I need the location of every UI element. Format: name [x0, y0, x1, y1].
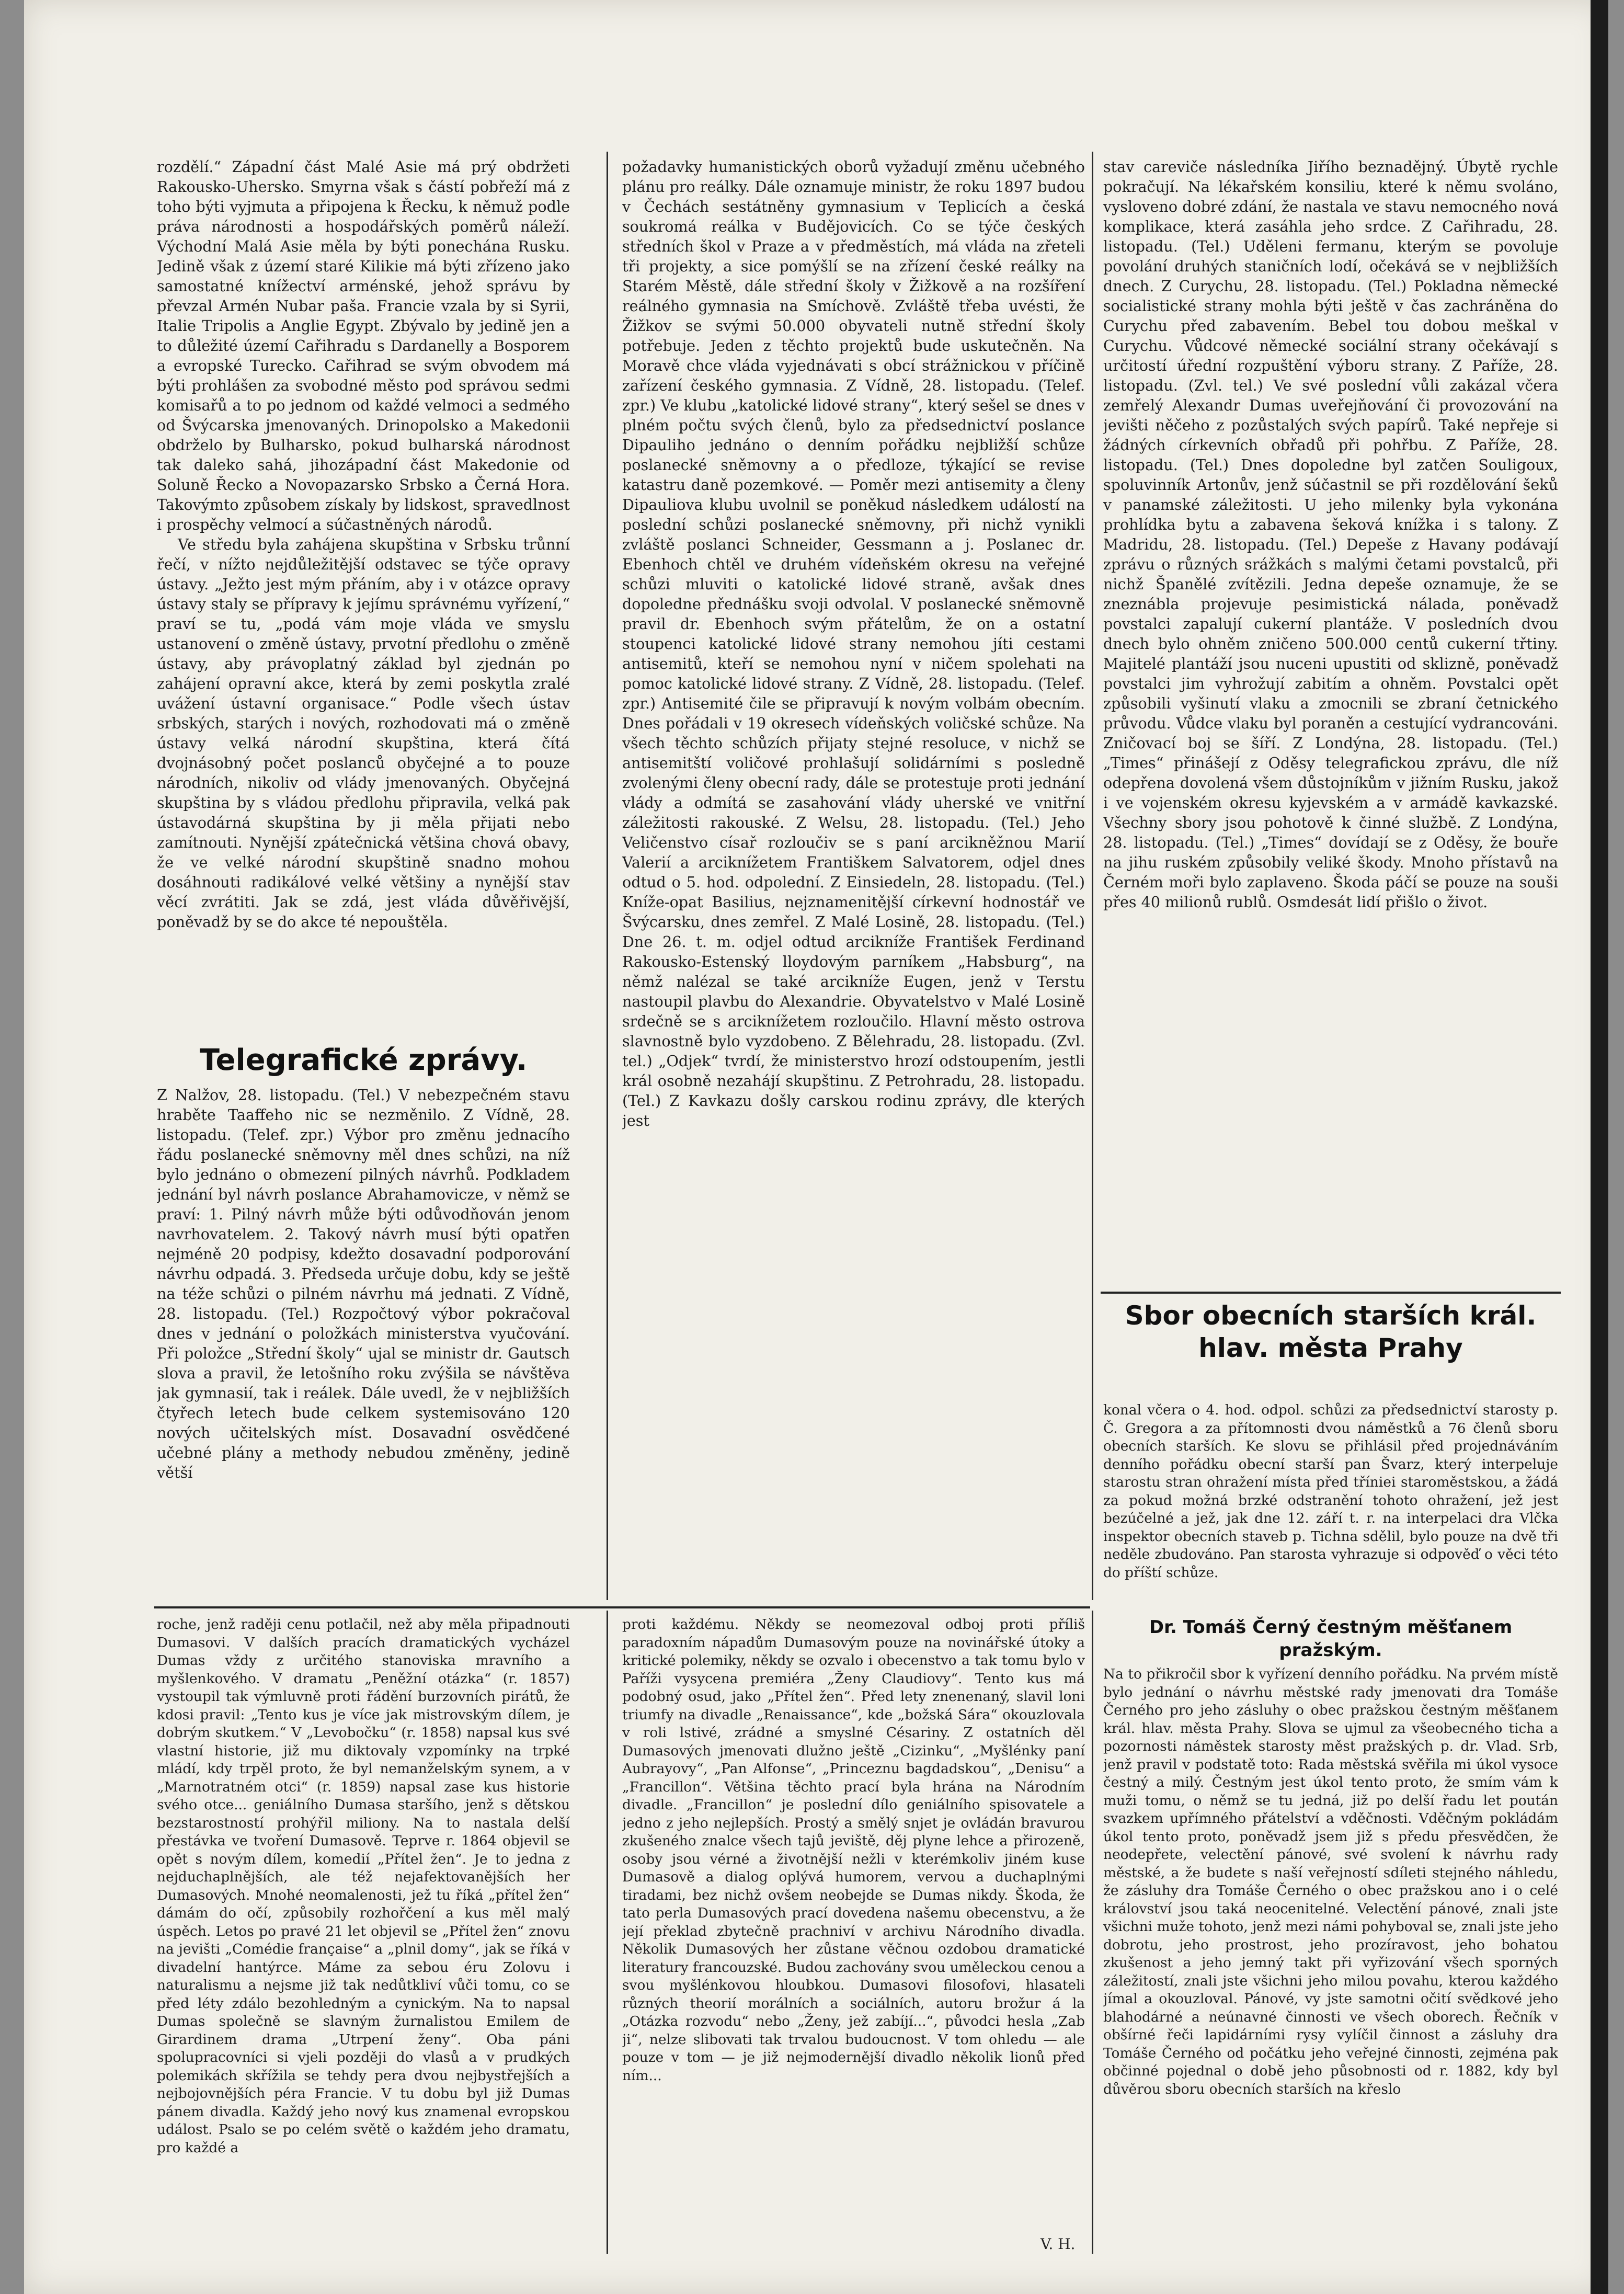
- feuilleton-rule: [154, 1606, 1090, 1608]
- report-text: konal včera o 4. hod. odpol. schůzi za předsednictví starosty p. Č. Gregora a za přítomnosti dvou náměstků a 76 členů sboru obecních starších. Ke slovu se přihlásil před projednáváním denního pořádku obecní starší pan Švarz, který interpeluje starostu stran ohražení místa před tříniei staroměstskou, a žádá za pokud možná brzké odstranění tohoto ohražení, jež jest bezúčelné a jež, jak dne 12. září t. r. na interpelaci dra Vlčka inspektor obecních staveb p. Tichna sdělil, bylo pouze na dvě tři neděle zbudováno. Pan starosta vyhrazuje si odpověď o věci této do příští schůze.: [1103, 1402, 1558, 1581]
- column-3: [1103, 157, 1558, 1281]
- column-rule: [1092, 1611, 1093, 2254]
- feuilleton-text: roche, jenž raději cenu potlačil, než aby měla připadnouti Dumasovi. V dalších pracích dramatických vycházel Dumas vždy z určitého stanoviska mravního a myšlenkového. V dramatu „Peněžní otázka“ (r. 1857) vystoupil tak výmluvně proti řádění burzovních pirátů, že kdosi pravil: „Tento kus je více jak mistrovským dílem, je dobrým skutkem.“ V „Levobočku“ (r. 1858) napsal kus své vlastní historie, již mu diktovaly vzpomínky na trpké mládí, kdy trpěl proto, že byl nemanželským synem, a v „Marnotratném otci“ (r. 1859) napsal zase kus historie svého otce... geniálního Dumasa staršího, jenž s dětskou bezstarostností prohýřil miliony. Na to nastala delší přestávka ve tvoření Dumasově. Teprve r. 1864 objevil se opět s novým dílem, komedií „Přítel žen“. Je to jedna z nejduchaplnějších, ale též nejafektovanějších her Dumasových. Mnohé neomalenosti, jež tu říká „přítel žen“ dámám do očí, způsobily rozhořčení a kus měl malý úspěch. Letos po pravé 21 let objevil se „Přítel žen“ znovu na jevišti „Comédie française“ a „plnil domy“, jak se říká v divadelní hantýrce. Máme za sebou éru Zolovu i naturalismu a nejsme již tak nedůtkliví vůči tomu, co se před léty zdálo bezohledným a cynickým. Na to napsal Dumas společně se slavným žurnalistou Emilem de Girardinem drama „Utrpení ženy“. Oba páni spolupracovníci si vjeli později do vlasů a v prudkých polemikách skřížila se tehdy pera dvou nejbystřejších a nejbojovnějších péra Francie. V tu dobu byl již Dumas pánem divadla. Každý jeho nový kus znamenal evropskou událost. Psalo se po celém světě o každém jeho dramatu, pro každé a: [157, 1616, 570, 2156]
- telegram-text: Z Nalžov, 28. listopadu. (Tel.) V nebezpečném stavu hraběte Taaffeho nic se nezměnilo. Z Vídně, 28. listopadu. (Telef. zpr.) Výbor pro změnu jednacího řádu poslanecké sněmovny měl dnes schůzi, na níž bylo jednáno o obmezení pilných návrhů. Podkladem jednání byl návrh poslance Abrahamovicze, v němž se praví: 1. Pilný návrh může býti odůvodňován jenom navrhovatelem. 2. Takový návrh musí býti opatřen nejméně 20 podpisy, kdežto dosavadní podporování návrhu odpadá. 3. Předseda určuje dobu, kdy se ještě na téže schůzi o pilném návrhu má jednati. Z Vídně, 28. listopadu. (Tel.) Rozpočtový výbor pokračoval dnes v jednání o položkách ministerstva vyučování. Při položce „Střední školy“ ujal se ministr dr. Gautsch slova a pravil, že letošního roku zvýšila se návštěva jak gymnasií, tak i reálek. Dále uvedl, že v nejbližších čtyřech letech bude celkem systemisováno 120 nových učitelských míst. Dosavadní osvědčené učebné plány a methody nebudou změněny, jedině větší: [157, 1086, 570, 1481]
- signature: V. H.: [1040, 2235, 1076, 2253]
- section-heading: Telegrafické zprávy.: [199, 1043, 528, 1077]
- section-rule: [1101, 1292, 1561, 1294]
- article-heading: Dr. Tomáš Černý čestným měšťanem pražským.: [1149, 1617, 1513, 1661]
- telegrams-column-1: [157, 1085, 570, 1597]
- column-rule: [1092, 152, 1093, 1600]
- feuilleton-text: proti každému. Někdy se neomezoval odboj proti příliš paradoxním nápadům Dumasovým pouze na novinářské útoky a kritické polemiky, někdy se ozvalo i obecenstvo a tak tomu bylo v Paříži vysycena premiéra „Ženy Claudiovy“. Tento kus má podobný osud, jako „Přítel žen“. Před lety znenenaný, slavil loni triumfy na divadle „Renaissance“, kde „božská Sára“ okouzlovala v roli lstivé, zrádné a smyslné Césariny. Z ostatních děl Dumasových jmenovati dlužno ještě „Cizinku“, „Myšlénky paní Aubrayovy“, „Pan Alfonse“, „Princeznu bagdadskou“, „Denisu“ a „Francillon“. Většina těchto prací byla hrána na Národním divadle. „Francillon“ je poslední dílo geniálního spisovatele a jedno z jeho nejlepších. Prostý a smělý snjet je ovládán bravurou zkušeného znalce všech tajů jeviště, děj plyne lehce a přirozeně, osoby jsou vérné a životnější nežli v kterémkoliv jiném kuse Dumasově a dialog oplývá humorem, vervou a duchaplnými tiradami, bez nichž ovšem neobejde se Dumas nikdy. Škoda, že tato perla Dumasových prací dovedena našemu obecenstvu, a že její překlad zbytečně prachniví v archivu Národního divadla. Několik Dumasových her zůstane věčnou ozdobou dramatické literatury francouzské. Budou zachovány svou uměleckou cenou a svou myšlénkovou hloubkou. Dumasovi filosofovi, hlasateli různých theorií morálních a sociálních, autoru brožur á la „Otázka rozvodu“ nebo „Ženy, jež zabíjí...“, původci hesla „Zab ji“, nelze slibovati tak trvalou budoucnost. V tom ohledu — ale pouze v tom — je již nejmodernější divadlo několik lionů před ním...: [622, 1616, 1085, 2084]
- council-report: [1103, 1401, 1558, 1605]
- feuilleton-column-1: [157, 1616, 570, 2259]
- honorary-citizen-article: [1103, 1665, 1558, 2256]
- telegram-text: požadavky humanistických oborů vyžadují změnu učebného plánu pro reálky. Dále oznamuje ministr, že roku 1897 budou v Čechách sestátněny gymnasium v Teplicích a česká soukromá reálka v Budějovicích. Co se týče českých středních škol v Praze a v předměstích, má vláda na zřeteli tři projekty, a sice pomýšlí se na zřízení české reálky na Starém Městě, dále střední školy v Žižkově a na rozšíření reálného gymnasia na Smíchově. Zvláště třeba uvésti, že Žižkov se svými 50.000 obyvateli nutně střední školy potřebuje. Jeden z těchto projektů bude uskutečněn. Na Moravě chce vláda vyjednávati s obcí strážnickou v příčině zařízení českého gymnasia. Z Vídně, 28. listopadu. (Telef. zpr.) Ve klubu „katolické lidové strany“, který sešel se dnes v plném počtu svých členů, bylo za předsednictví poslance Dipauliho jednáno o denním pořádku nejbližší schůze poslanecké sněmovny a o předloze, týkající se revise katastru daně pozemkové. — Poměr mezi antisemity a členy Dipauliova klubu uvolnil se poněkud následkem událostí na poslední schůzi poslanecké sněmovny, při nichž vynikli zvláště poslanci Schneider, Gessmann a j. Poslanec dr. Ebenhoch chtěl ve druhém vídeňském okresu na veřejné schůzi mluviti o katolické lidové straně, avšak dnes dopoledne přednášku svoji odvolal. V poslanecké sněmovně pravil dr. Ebenhoch svým přátelům, že on a ostatní stoupenci katolické lidové strany nemohou jíti cestami antisemitů, kteří se nemohou nyní v ničem spolehati na pomoc katolické lidové strany. Z Vídně, 28. listopadu. (Telef. zpr.) Antisemité čile se připravují k novým volbám obecním. Dnes pořádali v 19 okresech vídeňských voličské schůze. Na všech těchto schůzích přijaty stejné resoluce, v nichž se antisemitští voličové prohlašují solidárními s posledně zvolenými členy obecní rady, dále se protestuje proti jednání vlády a odmítá se zasahování vlády uherské ve vnitřní záležitosti rakouské. Z Welsu, 28. listopadu. (Tel.) Jeho Veličenstvo císař rozloučiv se s paní arcikněžnou Marií Valerií a arciknížetem Františkem Salvatorem, odjel dnes odtud o 5. hod. odpolední. Z Einsiedeln, 28. listopadu. (Tel.) Kníže-opat Basilius, nejznamenitější církevní hodnostář ve Švýcarsku, dnes zemřel. Z Malé Losině, 28. listopadu. (Tel.) Dne 26. t. m. odjel odtud arcikníže František Ferdinand Rakousko-Estenský lloydovým parníkem „Habsburg“, na němž nalézal se také arcikníže Eugen, jenž v Terstu nastoupil plavbu do Alexandrie. Obyvatelstvo v Malé Losině srdečně se s arciknížetem rozloučilo. Hlavní město ostrova slavnostně bylo vyzdobeno. Z Bělehradu, 28. listopadu. (Zvl. tel.) „Odjek“ tvrdí, že ministerstvo hrozí odstoupením, jestli král osobně nezahájí skupštinu. Z Petrohradu, 28. listopadu. (Tel.) Z Kavkazu došly carskou rodinu zprávy, dle kterých jest: [622, 158, 1085, 1129]
- section-heading: Sbor obecních starších král. hlav. města Prahy: [1125, 1300, 1537, 1363]
- article-text: Na to přikročil sbor k vyřízení denního pořádku. Na prvém místě bylo jednání o návrhu městské rady jmenovati dra Tomáše Černého pro jeho zásluhy o obec pražskou čestným měšťanem král. hlav. města Prahy. Slova se ujmul za všeobecného ticha a pozornosti náměstek starosty měst pražských p. dr. Vlad. Srb, jenž pravil v podstatě toto: Rada městská svěřila mi úkol vysoce čestný a milý. Čestným jest úkol tento proto, že smím vám k muži tomu, o němž se tu jedná, již po delší řadu let poután svazkem upřímného přátelství a vděčnosti. Vděčným pokládám úkol tento proto, poněvadž jsem již s předu přesvědčen, že neodepřete, velectění pánové, své svolení k návrhu rady městské, a že budete s naší veřejností sdíleti stejného náhledu, že zásluhy dra Tomáše Černého o obec pražskou ano i o celé království jsou taká neocenitelné. Velectění pánové, znali jste všichni muže tohoto, jenž mezi námi pohyboval se, znali jste jeho dobrotu, jeho prostrost, jeho prozíravost, jeho bohatou zkušenost a jeho jemný takt při vyřizování všech sporných záležitostí, znali jste všichni jeho milou povahu, kterou každého jímal a okouzloval. Pánové, vy jste samotni očití svědkové jeho blahodárné a neúnavné činnosti ve všech oborech. Řečník v obšírné řeči lapidárními rysy vylíčil činnost a zásluhy dra Tomáše Černého od počátku jeho veřejné činnosti, zejména pak občinné pojednal o době jeho působnosti od r. 1882, kdy byl důvěrou sboru obecních starších na křeslo: [1103, 1666, 1558, 2097]
- article-text: rozdělí.“ Západní část Malé Asie má prý obdržeti Rakousko-Uhersko. Smyrna však s částí pobřeží má z toho býti vyjmuta a připojena k Řecku, k němuž podle práva národnosti a hospodářských poměrů náleží. Východní Malá Asie měla by býti ponechána Rusku. Jedině však z území staré Kilikie má býti zřízeno jako samostatné knížectví arménské, jehož správu by převzal Armén Nubar paša. Francie vzala by si Syrii, Italie Tripolis a Anglie Egypt. Zbývalo by jedině jen a to důležité území Cařihradu s Dardanelly a Bosporem a evropské Turecko. Cařihrad se svým obvodem má býti prohlášen za svobodné město pod správou sedmi komisařů a to po jednom od každé velmoci a sedmého od Švýcarska jmenovaných. Drinopolsko a Makedonii obdrželo by Bulharsko, pokud bulharská národnost tak daleko sahá, jihozápadní část Makedonie od Soluně Řecko a Novopazarsko Srbsko a Černá Hora. Takovýmto způsobem získaly by lidskost, spravedlnost i prospěchy velmocí a súčastněných národů.: [157, 158, 570, 533]
- column-2: [622, 157, 1085, 1600]
- feuilleton-column-2: [622, 1616, 1085, 2238]
- scan-edge: [1591, 0, 1608, 2294]
- column-rule: [607, 152, 608, 1600]
- column-1: [157, 157, 570, 1035]
- column-rule: [607, 1611, 608, 2254]
- article-text: Ve středu byla zahájena skupština v Srbsku trůnní řečí, v nížto nejdůležitější odstavec se týče opravy ústavy. „Ježto jest mým přáním, aby i v otázce opravy ústavy staly se přípravy k jejímu správnému vyřízení,“ praví se tu, „podá vám moje vláda ve smyslu ustanovení o změně ústavy, prvotní předlohu o změně ústavy, aby právoplatný základ byl zjednán po zahájení opravní akce, která by zemi poskytla zralé uvážení ústavní organisace.“ Podle všech ústav srbských, starých i nových, rozhodovati má o změně ústavy velká národní skupština, která čítá dvojnásobný počet poslanců obyčejné a to pouze národních, nikoliv od vlády jmenovaných. Obyčejná skupština by s vládou předlohu připravila, velká pak ústavodárná skupština by ji měla přijati nebo zamítnouti. Nynější zpátečnická většina chová obavy, že ve velké národní skupštině snadno mohou dosáhnouti radikálové velké většiny a nynější stav věcí zvrátiti. Jak se zdá, jest vláda důvěřivější, poněvadž by se do akce té nepouštěla.: [157, 535, 570, 931]
- telegram-text: stav careviče následníka Jiřího beznadějný. Úbytě rychle pokračují. Na lékařském konsiliu, které k němu svoláno, vysloveno dobré zdání, že nastala ve stavu nemocného nová komplikace, která zasáhla jeho srdce. Z Cařihradu, 28. listopadu. (Tel.) Uděleni fermanu, kterým se povoluje povolání druhých staničních lodí, očekává se v nejbližších dnech. Z Curychu, 28. listopadu. (Tel.) Pokladna německé socialistické strany mohla býti ještě v čas zachráněna do Curychu před zabavením. Bebel tou dobou meškal v Curychu. Vůdcové německé sociální strany očekávají s určitostí úřední rozpuštění výboru strany. Z Paříže, 28. listopadu. (Zvl. tel.) Ve své poslední vůli zakázal včera zemřelý Alexandr Dumas uveřejňování či provozování na jevišti něčeho z pozůstalých svých papírů. Také nepřeje si žádných církevních obřadů při pohřbu. Z Paříže, 28. listopadu. (Tel.) Dnes dopoledne byl zatčen Souligoux, spoluvinník Artonův, jenž súčastnil se při rozdělování šeků v panamské záležitosti. U jeho milenky byla vykonána prohlídka bytu a zabavena šeková knížka i s talony. Z Madridu, 28. listopadu. (Tel.) Depeše z Havany podávají zprávu o různých srážkách s malými četami povstalců, při nichž Španělé zvítězili. Jedna depeše oznamuje, že se zneznábla projevuje pesimistická nálada, poněvadž povstalci zapalují cukerní plantáže. V posledních dvou dnech bylo ohněm zničeno 500.000 centů cukerní třtiny. Majitelé plantáží jsou nuceni upustiti od sklizně, poněvadž povstalci jim vyhrožují zabitím a ohněm. Povstalci opět způsobili vyšinutí vlaku a zmocnili se zbraní četnického průvodu. Vůdce vlaku byl poraněn a cestující vydrancováni. Zničovací boj se šíří. Z Londýna, 28. listopadu. (Tel.) „Times“ přinášejí z Oděsy telegrafickou zprávu, dle níž odepřena dovolená všem důstojníkům v jižním Rusku, jakož i ve vojenském okresu kyjevském a v armádě kavkazské. Všechny sbory jsou pohotově k činné službě. Z Londýna, 28. listopadu. (Tel.) „Times“ dovídají se z Oděsy, že bouře na jihu ruském způsobily veliké škody. Mnoho přístavů na Černém moři bylo zaplaveno. Škoda páčí se pouze na souši přes 40 milionů rublů. Osmdesát lidí přišlo o život.: [1103, 158, 1558, 911]
